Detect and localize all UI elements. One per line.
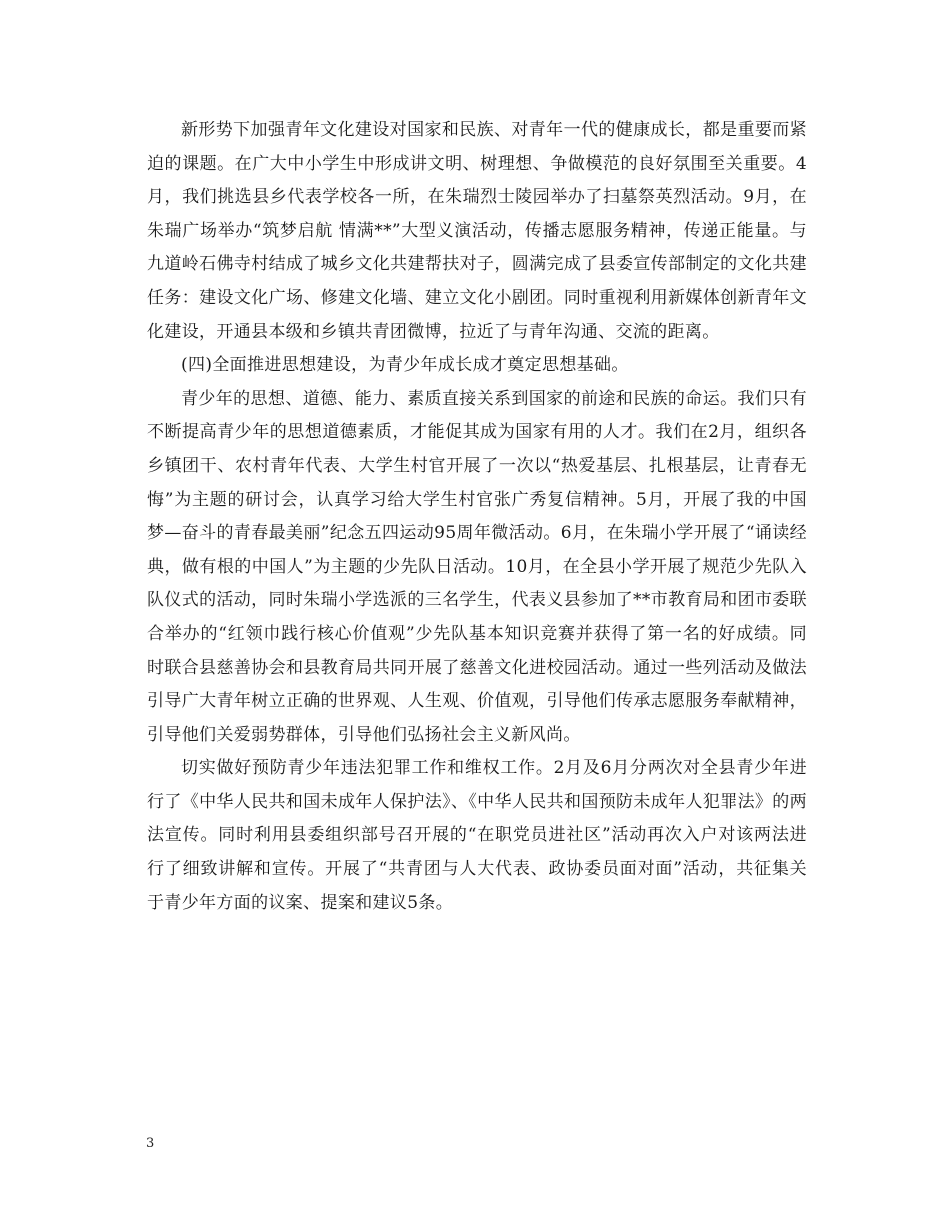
paragraph-ideology-building: 青少年的思想、道德、能力、素质直接关系到国家的前途和民族的命运。我们只有不断提高青少年的思想道德素质，才能促其成为国家有用的人才。我们在2月，组织各乡镇团干、农村青年代表、大学生村官开展了一次以“热爱基层、扎根基层，让青春无悔”为主题的研讨会，认真学习给大学生村官张广秀复信精神。5月，开展了我的中国梦—奋斗的青春最美丽”纪念五四运动95周年微活动。6月，在朱瑞小学开展了“诵读经典，做有根的中国人”为主题的少先队日活动。10月，在全县小学开展了规范少先队入队仪式的活动，同时朱瑞小学选派的三名学生，代表义县参加了**市教育局和团市委联合举办的“红领巾践行核心价值观”少先队基本知识竞赛并获得了第一名的好成绩。同时联合县慈善协会和县教育局共同开展了慈善文化进校园活动。通过一些列活动及做法引导广大青年树立正确的世界观、人生观、价值观，引导他们传承志愿服务奉献精神，引导他们关爱弱势群体，引导他们弘扬社会主义新风尚。 bbox=[147, 388, 807, 745]
document-body bbox=[147, 114, 807, 920]
section-heading-ideology: (四)全面推进思想建设，为青少年成长成才奠定思想基础。 bbox=[181, 355, 629, 376]
paragraph-crime-prevention: 切实做好预防青少年违法犯罪工作和维权工作。2月及6月分两次对全县青少年进行了《中华人民共和国未成年人保护法》、《中华人民共和国预防未成年人犯罪法》的两法宣传。同时利用县委组织部号召开展的“在职党员进社区”活动再次入户对该两法进行了细致讲解和宣传。开展了“共青团与人大代表、政协委员面对面”活动，共征集关于青少年方面的议案、提案和建议5条。 bbox=[147, 758, 807, 913]
page-number: 3 bbox=[146, 1136, 155, 1151]
paragraph-youth-culture: 新形势下加强青年文化建设对国家和民族、对青年一代的健康成长，都是重要而紧迫的课题。在广大中小学生中形成讲文明、树理想、争做模范的良好氛围至关重要。4月，我们挑选县乡代表学校各一所，在朱瑞烈士陵园举办了扫墓祭英烈活动。9月，在朱瑞广场举办“筑梦启航 情满**”大型义演活动，传播志愿服务精神，传递正能量。与九道岭石佛寺村结成了城乡文化共建帮扶对子，圆满完成了县委宣传部制定的文化共建任务：建设文化广场、修建文化墙、建立文化小剧团。同时重视利用新媒体创新青年文化建设，开通县本级和乡镇共青团微博，拉近了与青年沟通、交流的距离。 bbox=[147, 120, 807, 342]
